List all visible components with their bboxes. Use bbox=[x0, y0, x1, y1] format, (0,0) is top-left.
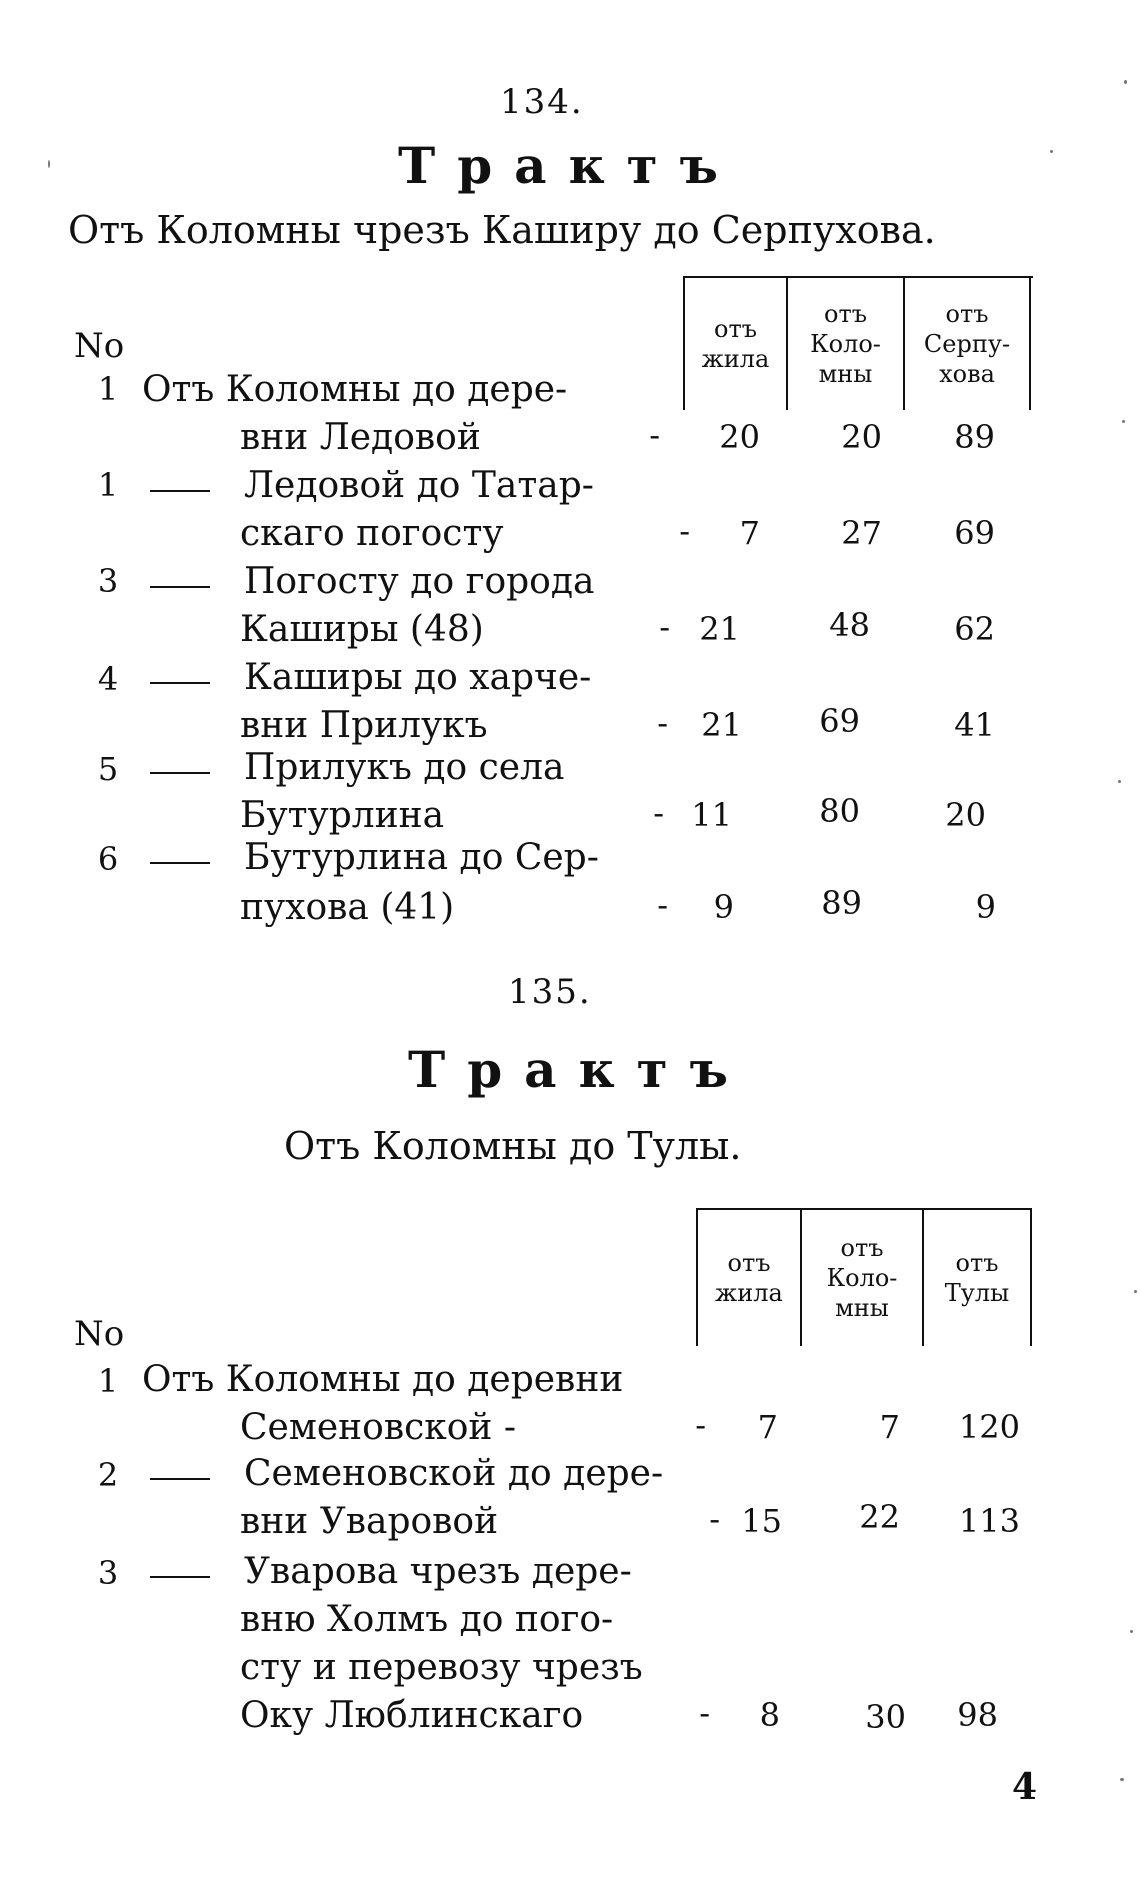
value-distance: 9 bbox=[713, 888, 734, 926]
separator-dash: - bbox=[653, 794, 664, 832]
ditto-dash bbox=[150, 586, 210, 588]
value-distance: 7 bbox=[739, 514, 760, 552]
route-line: сту и перевозу чрезъ bbox=[240, 1647, 643, 1688]
row-index: 2 bbox=[97, 1456, 119, 1494]
row-index: 5 bbox=[97, 750, 119, 788]
route-line: Уварова чрезъ дере- bbox=[244, 1551, 632, 1592]
value-from-serpukhov: 69 bbox=[954, 514, 995, 552]
value-from-kolomna: 22 bbox=[859, 1498, 900, 1536]
section-subtitle-1: Отъ Коломны чрезъ Каширу до Серпухова. bbox=[68, 208, 936, 252]
signature-mark: 4 bbox=[1012, 1766, 1038, 1808]
value-from-tula: 120 bbox=[958, 1408, 1020, 1446]
ditto-dash bbox=[150, 1478, 210, 1480]
ditto-dash bbox=[150, 862, 210, 864]
value-from-kolomna: 48 bbox=[829, 606, 870, 644]
column-heading-from-kolomna: отъ Коло- мны bbox=[810, 300, 881, 388]
column-heading-from-serpukhov: отъ Серпу- хова bbox=[923, 300, 1011, 388]
route-line: Ледовой до Татар- bbox=[244, 465, 594, 506]
column-header-1 bbox=[683, 276, 1033, 410]
separator-dash: - bbox=[709, 1500, 720, 1538]
value-distance: 15 bbox=[741, 1502, 782, 1540]
value-from-tula: 98 bbox=[957, 1696, 998, 1734]
scan-speck bbox=[1050, 150, 1053, 153]
page-number-2: 135. bbox=[508, 972, 592, 1012]
value-from-kolomna: 30 bbox=[865, 1698, 906, 1736]
row-index: 1 bbox=[97, 1362, 119, 1400]
column-header-2 bbox=[696, 1208, 1032, 1346]
row-index: 6 bbox=[97, 840, 119, 878]
value-distance: 11 bbox=[691, 796, 732, 834]
value-distance: 20 bbox=[719, 418, 760, 456]
value-distance: 21 bbox=[699, 610, 740, 648]
route-line: Отъ Коломны до деревни bbox=[142, 1359, 624, 1400]
column-heading-distance: отъ жила bbox=[715, 1249, 783, 1307]
scan-speck bbox=[1134, 1290, 1137, 1293]
route-line: скаго погосту bbox=[240, 513, 504, 554]
row-index: 4 bbox=[97, 660, 119, 698]
separator-dash: - bbox=[679, 512, 690, 550]
value-from-tula: 113 bbox=[958, 1502, 1020, 1540]
ditto-dash bbox=[150, 490, 210, 492]
scan-speck bbox=[1124, 80, 1127, 84]
value-from-serpukhov: 41 bbox=[954, 706, 995, 744]
column-heading-distance: отъ жила bbox=[701, 315, 770, 373]
scan-speck bbox=[1120, 1778, 1124, 1781]
column-heading-from-tula: отъ Тулы bbox=[944, 1249, 1010, 1307]
value-from-kolomna: 20 bbox=[841, 418, 882, 456]
ditto-dash bbox=[150, 772, 210, 774]
section-subtitle-2: Отъ Коломны до Тулы. bbox=[284, 1124, 742, 1168]
row-index: 3 bbox=[97, 1554, 119, 1592]
scan-speck bbox=[1118, 780, 1121, 783]
route-line: вни Уваровой bbox=[240, 1501, 499, 1542]
route-line: пухова (41) bbox=[240, 887, 455, 928]
page-number-1: 134. bbox=[500, 82, 584, 122]
value-from-serpukhov: 20 bbox=[945, 796, 986, 834]
row-index: 3 bbox=[97, 562, 119, 600]
route-line: Бутурлина bbox=[240, 795, 445, 836]
column-heading-from-kolomna: отъ Коло- мны bbox=[826, 1234, 898, 1322]
route-line: вни Прилукъ bbox=[240, 705, 488, 746]
value-from-kolomna: 89 bbox=[821, 884, 862, 922]
scan-speck bbox=[48, 160, 50, 168]
value-from-kolomna: 27 bbox=[841, 514, 882, 552]
separator-dash: - bbox=[657, 886, 668, 924]
scan-speck bbox=[1130, 1630, 1133, 1633]
route-line: Каширы до харче- bbox=[244, 657, 592, 698]
ditto-dash bbox=[150, 682, 210, 684]
separator-dash: - bbox=[659, 608, 670, 646]
route-line: Семеновской до дере- bbox=[244, 1453, 664, 1494]
route-line: вню Холмъ до пого- bbox=[240, 1599, 614, 1640]
route-line: Погосту до города bbox=[244, 561, 595, 602]
route-line: Каширы (48) bbox=[240, 609, 484, 650]
section-title-1: Трактъ bbox=[398, 136, 741, 195]
row-index: 1 bbox=[97, 466, 119, 504]
value-distance: 8 bbox=[759, 1696, 780, 1734]
ditto-dash bbox=[150, 1576, 210, 1578]
route-line: Оку Люблинскаго bbox=[240, 1695, 584, 1736]
scan-speck bbox=[1122, 420, 1125, 423]
number-label-2: No bbox=[74, 1314, 125, 1354]
value-from-serpukhov: 62 bbox=[954, 610, 995, 648]
section-title-2: Трактъ bbox=[408, 1040, 751, 1099]
separator-dash: - bbox=[695, 1406, 706, 1444]
value-distance: 7 bbox=[757, 1408, 778, 1446]
route-line: Отъ Коломны до дере- bbox=[142, 369, 568, 410]
separator-dash: - bbox=[699, 1694, 710, 1732]
value-from-serpukhov: 89 bbox=[954, 418, 995, 456]
row-index: 1 bbox=[97, 370, 119, 408]
route-line: Прилукъ до села bbox=[244, 747, 565, 788]
value-distance: 21 bbox=[701, 706, 742, 744]
value-from-serpukhov: 9 bbox=[975, 888, 996, 926]
separator-dash: - bbox=[649, 416, 660, 454]
separator-dash: - bbox=[657, 704, 668, 742]
route-line: Семеновской - bbox=[240, 1407, 517, 1448]
route-line: Бутурлина до Сер- bbox=[244, 837, 599, 878]
route-line: вни Ледовой bbox=[240, 417, 481, 458]
value-from-kolomna: 7 bbox=[879, 1408, 900, 1446]
value-from-kolomna: 69 bbox=[819, 702, 860, 740]
value-from-kolomna: 80 bbox=[819, 792, 860, 830]
number-label-1: No bbox=[74, 326, 125, 366]
